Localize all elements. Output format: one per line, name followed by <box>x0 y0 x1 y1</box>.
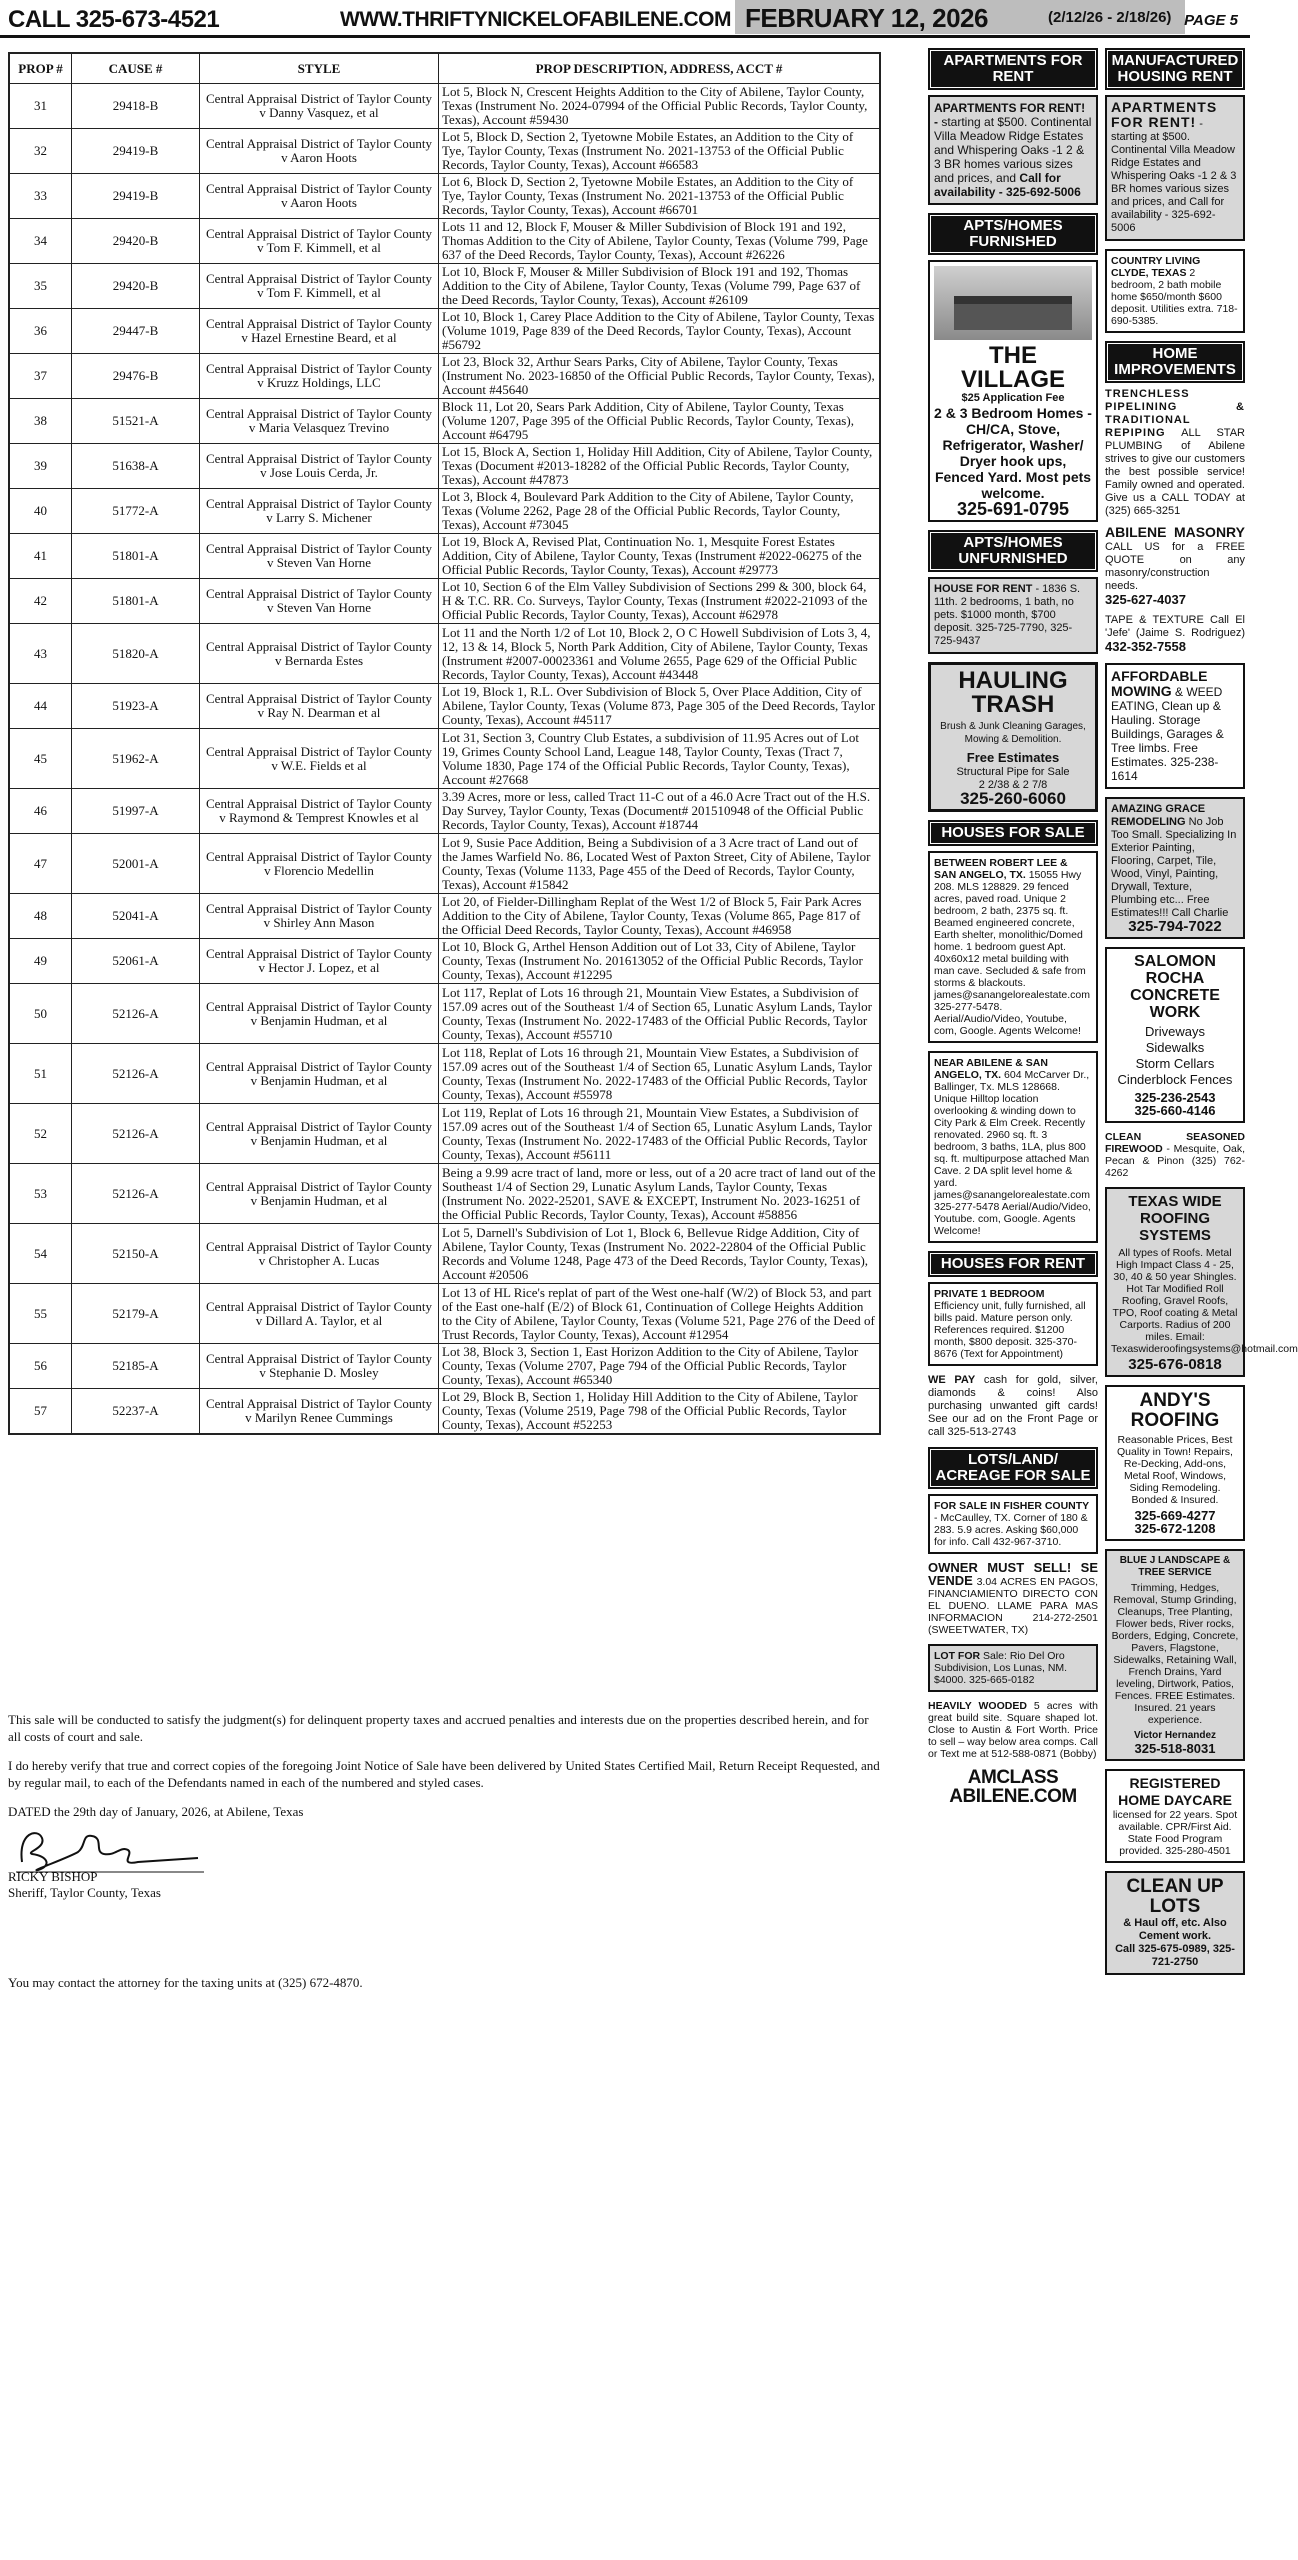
roof-title: TEXAS WIDE ROOFING SYSTEMS <box>1128 1193 1222 1244</box>
table-row <box>10 939 880 984</box>
village-phone: 325-691-0795 <box>956 499 1070 519</box>
ad-owner-headline: OWNER MUST SELL! SE VENDE <box>928 1560 1098 1588</box>
category-unfurnished: APTS/HOMES UNFURNISHED <box>928 530 1098 572</box>
ad-apartments-body: starting at $500. Continental Villa Meadow Ridge Estates and Whispering Oaks -1 2 & 3 BR homes various sizes and prices, and <box>934 115 1092 185</box>
description-cell: Lot 5, Block N, Crescent Heights Addition to the City of Abilene, Taylor County, Texas (Instrument No. 2024-07994 of the Official Public Records, Taylor County, Texas), Account #59430 <box>439 84 880 129</box>
style-cell: Central Appraisal District of Taylor County v Benjamin Hudman, et al <box>200 1104 439 1164</box>
prop-number-cell: 39 <box>10 444 72 489</box>
category-apartments-for-rent: APARTMENTS FOR RENT <box>928 48 1098 90</box>
cause-number-cell: 52150-A <box>72 1224 200 1284</box>
salomon-title: SALOMON ROCHA CONCRETE WORK <box>1130 953 1220 1021</box>
style-cell: Central Appraisal District of Taylor County v Ray N. Dearman et al <box>200 684 439 729</box>
description-cell: Lot 19, Block 1, R.L. Over Subdivision of Block 5, Over Place Addition, City of Abilene, Taylor County, Texas (Volume 873, Page 305 of the Deed Records, Taylor County, Texas), Account #45117 <box>439 684 880 729</box>
style-cell: Central Appraisal District of Taylor County v Shirley Ann Mason <box>200 894 439 939</box>
table-row <box>10 1044 880 1104</box>
col-header-style: STYLE <box>200 54 439 84</box>
page-header <box>0 0 1250 38</box>
style-cell: Central Appraisal District of Taylor County v Jose Louis Cerda, Jr. <box>200 444 439 489</box>
ad-fire-body: - Mesquite, Oak, Pecan & Pinon (325) 762-4262 <box>1105 1143 1245 1179</box>
prop-number-cell: 51 <box>10 1044 72 1104</box>
prop-number-cell: 42 <box>10 579 72 624</box>
prop-number-cell: 33 <box>10 174 72 219</box>
table-row <box>10 264 880 309</box>
village-photo <box>934 266 1092 340</box>
ad-apartments-headline: APARTMENTS FOR RENT! - <box>934 101 1086 129</box>
description-cell: Lot 11 and the North 1/2 of Lot 10, Block 2, O C Howell Subdivision of Lots 3, 4, 12, 13 & 14, Block 5, North Park Addition, City of Abilene, Taylor County, Texas (Instrument #2007-00023361 and Volume 2655, Page 629 of the Official Public Records, Taylor County, Texas), Account #43448 <box>439 624 880 684</box>
cause-number-cell: 52126-A <box>72 1164 200 1224</box>
header-date-range: (2/12/26 - 2/18/26) <box>1048 9 1172 26</box>
salomon-phone-2: 325-660-4146 <box>1134 1103 1216 1118</box>
table-row <box>10 354 880 399</box>
salomon-services: Driveways Sidewalks Storm Cellars Cinderblock Fences <box>1117 1024 1233 1087</box>
cause-number-cell: 29419-B <box>72 129 200 174</box>
table-row <box>10 309 880 354</box>
sheriff-name: RICKY BISHOP <box>8 1869 98 1884</box>
style-cell: Central Appraisal District of Taylor County v Tom F. Kimmell, et al <box>200 264 439 309</box>
style-cell: Central Appraisal District of Taylor County v Benjamin Hudman, et al <box>200 984 439 1044</box>
cause-number-cell: 51962-A <box>72 729 200 789</box>
table-row <box>10 579 880 624</box>
category-manufactured-housing: MANUFACTURED HOUSING RENT <box>1105 48 1245 90</box>
cause-number-cell: 52126-A <box>72 1044 200 1104</box>
ad-mfg-body: - starting at $500. Continental Villa Meadow Ridge Estates and Whispering Oaks -1 2 & 3 BR homes various sizes and prices, and Call for availability - 325-692-5006 <box>1111 118 1237 234</box>
ad-affordable-mowing <box>1105 663 1245 789</box>
verification-text: I do hereby verify that true and correct copies of the foregoing Joint Notice of Sale have been delivered by United States Certified Mail, Return Receipt Requested, and by regular mail, to each of the Defendants named in each of the numbered and styled cases. <box>8 1758 880 1790</box>
table-row <box>10 444 880 489</box>
category-houses-for-sale: HOUSES FOR SALE <box>928 820 1098 846</box>
style-cell: Central Appraisal District of Taylor County v Christopher A. Lucas <box>200 1224 439 1284</box>
style-cell: Central Appraisal District of Taylor County v Danny Vasquez, et al <box>200 84 439 129</box>
cause-number-cell: 52001-A <box>72 834 200 894</box>
style-cell: Central Appraisal District of Taylor County v Florencio Medellin <box>200 834 439 894</box>
description-cell: Lot 9, Susie Pace Addition, Being a Subdivision of a 3 Acre tract of Land out of the James Warfield No. 86, Located West of Paxton Street, City of Abilene, Taylor County, Texas (Volume 1133, Page 455 of the Deed of Records, Taylor County, Texas), Account #15842 <box>439 834 880 894</box>
andy-phone-1: 325-669-4277 <box>1134 1508 1216 1523</box>
description-cell: Lot 23, Block 32, Arthur Sears Parks, City of Abilene, Taylor County, Texas (Instrument No. 2023-16850 of the Official Public Records, Taylor County, Texas), Account #45640 <box>439 354 880 399</box>
ad-apartments <box>928 95 1098 205</box>
ad-firewood <box>1105 1131 1245 1179</box>
ad-robert-body: 15055 Hwy 208. MLS 128829. 29 fenced acres, paved road. Unique 2 bedroom, 2 bath, 2375 sq. ft. Beamed engineered concrete, Earth shelter, monolithic/Domed home. 1 bedroom guest Apt. 40x60x12 metal building with man cave. Secluded & safe from storms & blackouts. james@sanangelorealestate.com 325-277-5478. Aerial/Audio/Video, Youtube, com, Google. Agents Welcome! <box>934 869 1090 1037</box>
ad-amazing-grace <box>1105 797 1245 939</box>
cause-number-cell: 51638-A <box>72 444 200 489</box>
prop-number-cell: 32 <box>10 129 72 174</box>
style-cell: Central Appraisal District of Taylor County v Raymond & Temprest Knowles et al <box>200 789 439 834</box>
ad-private-headline: PRIVATE 1 BEDROOM <box>934 1288 1045 1300</box>
prop-number-cell: 45 <box>10 729 72 789</box>
description-cell: Lot 10, Block G, Arthel Henson Addition out of Lot 33, City of Abilene, Taylor County, Texas (Instrument No. 201613052 of the Official Public Records, Taylor County, Texas), Account #12295 <box>439 939 880 984</box>
village-title: THE VILLAGE <box>960 342 1065 393</box>
cause-number-cell: 29420-B <box>72 264 200 309</box>
description-cell: Lot 13 of HL Rice's replat of part of the West one-half (W/2) of Block 53, and part of the East one-half (E/2) of Block 61, Continuation of College Heights Addition to the City of Abilene, Taylor County, Texas (Volume 521, Page 276 of the Deed of Trust Records, Taylor County, Texas), Account #12954 <box>439 1284 880 1344</box>
table-row <box>10 729 880 789</box>
table-row <box>10 894 880 939</box>
clean-body: & Haul off, etc. Also Cement work. <box>1123 1917 1227 1942</box>
description-cell: Lot 3, Block 4, Boulevard Park Addition to the City of Abilene, Taylor County, Texas (Volume 2262, Page 28 of the Official Public Records, Taylor County, Texas), Account #73045 <box>439 489 880 534</box>
ad-tape-phone: 432-352-7558 <box>1105 639 1186 654</box>
prop-number-cell: 44 <box>10 684 72 729</box>
style-cell: Central Appraisal District of Taylor County v Steven Van Horne <box>200 579 439 624</box>
bluej-phone: 325-518-8031 <box>1134 1741 1216 1756</box>
ad-trench-body: ALL STAR PLUMBING of Abilene strives to give our customers the best possible service! Family owned and operated. Give us a CALL TODAY at (325) 665-3251 <box>1105 427 1245 517</box>
prop-number-cell: 48 <box>10 894 72 939</box>
ad-hauling-trash <box>928 662 1098 812</box>
cause-number-cell: 52237-A <box>72 1389 200 1434</box>
table-row <box>10 399 880 444</box>
cause-number-cell: 51997-A <box>72 789 200 834</box>
ad-grace-headline: AMAZING GRACE REMODELING <box>1111 803 1206 828</box>
signature-block <box>8 1869 161 1901</box>
table-row <box>10 534 880 579</box>
ad-wooded-headline: HEAVILY WOODED <box>928 1700 1027 1712</box>
cause-number-cell: 51521-A <box>72 399 200 444</box>
table-row <box>10 489 880 534</box>
ad-wooded-body: 5 acres with great build site. Square shaped lot. Close to Austin & Fort Worth. Price to sell – way below area comps. Call or Text me at 512-588-0871 (Bobby) <box>928 1700 1098 1760</box>
hauling-pipe: Structural Pipe for Sale <box>956 766 1070 778</box>
ad-country-living <box>1105 249 1245 333</box>
prop-number-cell: 40 <box>10 489 72 534</box>
description-cell: Lot 118, Replat of Lots 16 through 21, Mountain View Estates, a Subdivision of 157.09 acres out of the Southeast 1/4 of Section 65, Lunatic Asylum Lands, Taylor County, Texas (Instrument No. 2022-17483 of the Official Public Records, Taylor County, Texas), Account #55978 <box>439 1044 880 1104</box>
ad-robert-lee <box>928 851 1098 1043</box>
prop-number-cell: 47 <box>10 834 72 894</box>
ad-heavily-wooded <box>928 1700 1098 1760</box>
prop-number-cell: 37 <box>10 354 72 399</box>
description-cell: Lot 5, Darnell's Subdivision of Lot 1, Block 6, Bellevue Ridge Addition, City of Abilene, Taylor County, Texas (Instrument No. 2022-22804 of the Official Public Records and Volume 1248, Page 473 of the Deed Records, Taylor County, Texas), Account #20506 <box>439 1224 880 1284</box>
description-cell: Being a 9.99 acre tract of land, more or less, out of a 20 acre tract of land out of the Southeast 1/4 of Section 29, Lunatic Asylum Lands, Taylor County, Texas (Instrument No. 2022-25201, SAVE & EXCEPT, Instrument No. 2023-16251 of the Official Public Records, Taylor County, Texas), Account #58856 <box>439 1164 880 1224</box>
category-houses-for-rent: HOUSES FOR RENT <box>928 1251 1098 1277</box>
cause-number-cell: 51772-A <box>72 489 200 534</box>
table-row <box>10 1389 880 1434</box>
cause-number-cell: 52061-A <box>72 939 200 984</box>
table-header-row <box>10 54 880 84</box>
ad-grace-body: No Job Too Small. Specializing In Exterior Painting, Flooring, Carpet, Tile, Wood, Vinyl, Painting, Drywall, Texture, Plumbing etc... Free Estimates!!! Call Charlie <box>1111 816 1237 919</box>
cause-number-cell: 51801-A <box>72 534 200 579</box>
bluej-name: Victor Hernandez <box>1133 1730 1217 1741</box>
table-row <box>10 174 880 219</box>
ad-pay-body: cash for gold, silver, diamonds & coins! Also purchasing unwanted gift cards! See our ad on the Front Page or call 325-513-2743 <box>928 1374 1098 1438</box>
village-fee: $25 Application Fee <box>961 392 1065 404</box>
cause-number-cell: 52041-A <box>72 894 200 939</box>
hauling-free: Free Estimates <box>966 750 1060 765</box>
table-row <box>10 984 880 1044</box>
notice-footer <box>8 1711 881 1832</box>
description-cell: Lot 5, Block D, Section 2, Tyetowne Mobile Estates, an Addition to the City of Tye, Taylor County, Texas (Instrument No. 2021-13753 of the Official Public Records, Taylor County, Texas), Account #66583 <box>439 129 880 174</box>
ad-grace-phone: 325-794-7022 <box>1128 918 1222 935</box>
ad-texas-wide-roofing <box>1105 1187 1298 1377</box>
description-cell: Lot 15, Block A, Section 1, Holiday Hill Addition, City of Abilene, Taylor County, Texas (Document #2013-18282 of the Official Public Records, Taylor County, Texas), Account #47873 <box>439 444 880 489</box>
table-row <box>10 1284 880 1344</box>
style-cell: Central Appraisal District of Taylor County v Hector J. Lopez, et al <box>200 939 439 984</box>
table-row <box>10 1164 880 1224</box>
ad-trenchless <box>1105 388 1245 518</box>
description-cell: Lots 11 and 12, Block F, Mouser & Miller Subdivision of Block 191 and 192, Thomas Addition to the City of Abilene, Taylor County, Texas (Volume 799, Page 637 of the Deed Records, Taylor County, Texas), Account #26226 <box>439 219 880 264</box>
table-row <box>10 1224 880 1284</box>
prop-number-cell: 56 <box>10 1344 72 1389</box>
ad-robert-headline: BETWEEN ROBERT LEE & SAN ANGELO, TX. <box>934 857 1068 881</box>
ad-private-body: Efficiency unit, fully furnished, all bills paid. Mature person only. References required. $1200 month, $800 deposit. 325-370-8676 (Text for Appointment) <box>934 1300 1086 1360</box>
description-cell: Lot 10, Section 6 of the Elm Valley Subdivision of Sections 299 & 300, block 64, H & T.C. RR. Co. Surveys, Taylor County, Texas (Instrument #2022-21093 of the Official Public Records, Taylor County, Texas), Account #62978 <box>439 579 880 624</box>
prop-number-cell: 57 <box>10 1389 72 1434</box>
bluej-body: Trimming, Hedges, Removal, Stump Grinding, Cleanups, Tree Planting, Flower beds, River rocks, Borders, Edging, Concrete, Pavers, Flagstone, Sidewalks, Retaining Wall, French Drains, Yard leveling, Dirtwork, Patios, Fences. FREE Estimates. Insured. 21 years experience. <box>1111 1582 1239 1726</box>
description-cell: Block 11, Lot 20, Sears Park Addition, City of Abilene, Taylor County, Texas (Volume 1207, Page 395 of the Official Public Records, Taylor County, Texas), Account #64795 <box>439 399 880 444</box>
ad-blue-j-landscape <box>1105 1549 1245 1761</box>
cause-number-cell: 52126-A <box>72 984 200 1044</box>
prop-number-cell: 50 <box>10 984 72 1044</box>
ad-mfg-headline: APARTMENTS FOR RENT! <box>1111 99 1218 130</box>
description-cell: Lot 19, Block A, Revised Plat, Continuation No. 1, Mesquite Forest Estates Addition, City of Abilene, Taylor County, Texas (Instrument #2022-06275 of the Official Public Records, Taylor County, Texas), Account #29773 <box>439 534 880 579</box>
description-cell: Lot 6, Block D, Section 2, Tyetowne Mobile Estates, an Addition to the City of Tye, Taylor County, Texas (Instrument No. 2021-13753 of the Official Public Records, Taylor County, Texas), Account #66701 <box>439 174 880 219</box>
style-cell: Central Appraisal District of Taylor County v Benjamin Hudman, et al <box>200 1044 439 1104</box>
andy-body: Reasonable Prices, Best Quality in Town! Repairs, Re-Decking, Add-ons, Metal Roof, Windows, Siding Remodeling. Bonded & Insured. <box>1117 1434 1233 1506</box>
ad-trench-headline: TRENCHLESS PIPELINING & TRADITIONAL REPIPING <box>1105 388 1245 439</box>
table-row <box>10 129 880 174</box>
ad-tape-texture <box>1105 614 1245 655</box>
page-number: PAGE 5 <box>1184 12 1238 29</box>
style-cell: Central Appraisal District of Taylor County v Kruzz Holdings, LLC <box>200 354 439 399</box>
description-cell: Lot 31, Section 3, Country Club Estates, a subdivision of 11.95 Acres out of Lot 19, Grimes County School Land, League 148, Taylor County, Texas (Tract 7, Volume 1830, Page 174 of the Official Public Records, Taylor County, Texas), Account #27668 <box>439 729 880 789</box>
prop-number-cell: 46 <box>10 789 72 834</box>
style-cell: Central Appraisal District of Taylor County v Benjamin Hudman, et al <box>200 1164 439 1224</box>
col-header-description: PROP DESCRIPTION, ADDRESS, ACCT # <box>439 54 880 84</box>
cause-number-cell: 52126-A <box>72 1104 200 1164</box>
ad-the-village <box>928 260 1098 522</box>
ad-home-daycare <box>1105 1769 1245 1863</box>
prop-number-cell: 36 <box>10 309 72 354</box>
attorney-contact: You may contact the attorney for the taxing units at (325) 672-4870. <box>8 1975 363 1990</box>
ad-manufactured-apartments <box>1105 95 1245 241</box>
header-date: FEBRUARY 12, 2026 <box>745 3 988 33</box>
ad-near-abilene <box>928 1051 1098 1243</box>
cause-number-cell: 29418-B <box>72 84 200 129</box>
table-row <box>10 684 880 729</box>
roof-phone: 325-676-0818 <box>1128 1356 1222 1373</box>
description-cell: Lot 38, Block 3, Section 1, East Horizon Addition to the City of Abilene, Taylor County, Texas (Volume 2707, Page 794 of the Official Public Records, Taylor County, Texas), Account #65340 <box>439 1344 880 1389</box>
ad-lot-body: Sale: Rio Del Oro Subdivision, Los Lunas, NM. $4000. 325-665-0182 <box>934 1650 1068 1686</box>
description-cell: Lot 117, Replat of Lots 16 through 21, Mountain View Estates, a Subdivision of 157.09 acres out of the Southeast 1/4 of Section 65, Lunatic Asylum Lands, Taylor County, Texas (Instrument No. 2022-17483 of the Official Public Records, Taylor County, Texas), Account #55710 <box>439 984 880 1044</box>
col-header-cause: CAUSE # <box>72 54 200 84</box>
hauling-sizes: 2 2/38 & 2 7/8 <box>978 779 1048 791</box>
ad-masonry-body: CALL US for a FREE QUOTE on any masonry/construction needs. <box>1105 541 1245 592</box>
ad-house-headline: HOUSE FOR RENT <box>934 583 1033 595</box>
style-cell: Central Appraisal District of Taylor County v Steven Van Horne <box>200 534 439 579</box>
ad-apartments-call: Call for availability - 325-692-5006 <box>934 171 1081 199</box>
prop-number-cell: 41 <box>10 534 72 579</box>
style-cell: Central Appraisal District of Taylor County v Hazel Ernestine Beard, et al <box>200 309 439 354</box>
clean-title: CLEAN UP LOTS <box>1126 1876 1224 1917</box>
sale-conduct-text: This sale will be conducted to satisfy the judgment(s) for delinquent property taxes and accrued penalties and interests due on the properties described herein, and for all costs of court and sale. <box>8 1712 869 1744</box>
prop-number-cell: 31 <box>10 84 72 129</box>
ad-lot-for-sale <box>928 1644 1098 1692</box>
category-lots-land: LOTS/LAND/ ACREAGE FOR SALE <box>928 1447 1098 1489</box>
ad-near-body: 604 McCarver Dr., Ballinger, Tx. MLS 128668. Unique Hilltop location overlooking & winding down to City Park & Elm Creek. Recently renovated. 2960 sq. ft. 3 bedroom, 3 baths, 1LA, plus 800 sq. ft. multipurpose attached Man Cave. 2 DA split level home & yard. james@sanangelorealestate.com 325-277-5478 Aerial/Audio/Video, Youtube. com, Google. Agents Welcome! <box>934 1069 1091 1237</box>
hauling-title: HAULING TRASH <box>958 667 1068 718</box>
cause-number-cell: 51801-A <box>72 579 200 624</box>
description-cell: Lot 20, of Fielder-Dillingham Replat of the West 1/2 of Block 5, Fair Park Acres Addition to the City of Abilene, Taylor County, Texas (Volume 865, Page 817 of the Official Deed Records, Taylor County, Texas), Account #46958 <box>439 894 880 939</box>
ad-masonry-headline: ABILENE MASONRY <box>1105 524 1245 540</box>
dated-text: DATED the 29th day of January, 2026, at Abilene, Texas <box>8 1804 304 1819</box>
prop-number-cell: 55 <box>10 1284 72 1344</box>
style-cell: Central Appraisal District of Taylor County v Marilyn Renee Cummings <box>200 1389 439 1434</box>
classifieds-column-2 <box>1105 48 1298 1983</box>
table-row <box>10 624 880 684</box>
sheriff-signature <box>8 1822 208 1876</box>
clean-phone: Call 325-675-0989, 325-721-2750 <box>1115 1943 1235 1968</box>
header-phone: CALL 325-673-4521 <box>8 6 220 33</box>
style-cell: Central Appraisal District of Taylor County v Aaron Hoots <box>200 174 439 219</box>
salomon-phone-1: 325-236-2543 <box>1134 1090 1216 1105</box>
ad-pay-headline: WE PAY <box>928 1374 976 1386</box>
header-date-box <box>735 0 1185 34</box>
cause-number-cell: 52185-A <box>72 1344 200 1389</box>
category-home-improvements: HOME IMPROVEMENTS <box>1105 341 1245 383</box>
prop-number-cell: 53 <box>10 1164 72 1224</box>
prop-number-cell: 34 <box>10 219 72 264</box>
table-row <box>10 219 880 264</box>
cause-number-cell: 51820-A <box>72 624 200 684</box>
ad-fire-headline: CLEAN SEASONED FIREWOOD <box>1105 1131 1245 1155</box>
ad-fisher-body: - McCaulley, TX. Corner of 180 & 283. 5.9 acres. Asking $60,000 for info. Call 432-967-3710. <box>934 1512 1088 1548</box>
description-cell: Lot 119, Replat of Lots 16 through 21, Mountain View Estates, a Subdivision of 157.09 acres out of the Southeast 1/4 of Section 65, Lunatic Asylum Lands, Taylor County, Texas (Instrument No. 2022-17483 of the Official Public Records, Taylor County, Texas), Account #56111 <box>439 1104 880 1164</box>
andy-title: ANDY'S ROOFING <box>1130 1390 1220 1431</box>
ad-house-body: - 1836 S. 11th. 2 bedrooms, 1 bath, no pets. $1000 month, $700 deposit. 325-725-7790, 325-725-9437 <box>934 583 1081 647</box>
ad-lot-headline: LOT FOR <box>934 1650 981 1662</box>
header-website[interactable]: WWW.THRIFTYNICKELOFABILENE.COM <box>340 8 731 31</box>
prop-number-cell: 43 <box>10 624 72 684</box>
ad-owner-body: 3.04 ACRES EN PAGOS, FINANCIAMIENTO DIRECTO CON EL DUENO. LLAME PARA MAS INFORMACION 214-272-2501 (SWEETWATER, TX) <box>928 1576 1098 1636</box>
cause-number-cell: 29420-B <box>72 219 200 264</box>
cause-number-cell: 29476-B <box>72 354 200 399</box>
style-cell: Central Appraisal District of Taylor County v Stephanie D. Mosley <box>200 1344 439 1389</box>
style-cell: Central Appraisal District of Taylor County v Maria Velasquez Trevino <box>200 399 439 444</box>
table-row <box>10 1104 880 1164</box>
cause-number-cell: 29419-B <box>72 174 200 219</box>
ad-masonry-phone: 325-627-4037 <box>1105 592 1186 607</box>
amclass-line1: AMCLASS <box>967 1767 1059 1788</box>
table-row <box>10 789 880 834</box>
style-cell: Central Appraisal District of Taylor County v Larry S. Michener <box>200 489 439 534</box>
classifieds-column-1 <box>928 48 1098 1806</box>
ad-andys-roofing <box>1105 1385 1245 1541</box>
prop-number-cell: 49 <box>10 939 72 984</box>
table-row <box>10 834 880 894</box>
notice-of-sale-table <box>8 52 881 1435</box>
cause-number-cell: 52179-A <box>72 1284 200 1344</box>
ad-clean-up-lots <box>1105 1871 1245 1975</box>
ad-tape-body: TAPE & TEXTURE Call El 'Jefe' (Jaime S. Rodriguez) <box>1105 614 1245 639</box>
ad-mow-headline: AFFORDABLE MOWING <box>1111 668 1208 699</box>
ad-salomon-rocha <box>1105 947 1245 1123</box>
table-row <box>10 84 880 129</box>
cause-number-cell: 29447-B <box>72 309 200 354</box>
amclass-line2: ABILENE.COM <box>949 1786 1077 1807</box>
cause-number-cell: 51923-A <box>72 684 200 729</box>
sheriff-title: Sheriff, Taylor County, Texas <box>8 1885 161 1900</box>
ad-fisher-headline: FOR SALE IN FISHER COUNTY <box>934 1500 1090 1512</box>
ad-private-bedroom <box>928 1282 1098 1366</box>
ad-clyde-body: 2 bedroom, 2 bath mobile home $650/month $600 deposit. Utilities extra. 718-690-5385. <box>1111 267 1238 327</box>
style-cell: Central Appraisal District of Taylor County v Aaron Hoots <box>200 129 439 174</box>
roof-body: All types of Roofs. Metal High Impact Class 4 - 25, 30, 40 & 50 year Shingles. Hot Tar Modified Roll Roofing, Gravel Roofs, TPO, Roof coating & Metal Carports. Radius of 200 miles. Email: Texaswideroofingsystems@hotmail.com <box>1111 1247 1298 1355</box>
bluej-title: BLUE J LANDSCAPE & TREE SERVICE <box>1119 1555 1231 1578</box>
village-body: 2 & 3 Bedroom Homes - CH/CA, Stove, Refrigerator, Washer/ Dryer hook ups, Fenced Yard. Most pets welcome. <box>934 405 1092 501</box>
description-cell: Lot 10, Block F, Mouser & Miller Subdivision of Block 191 and 192, Thomas Addition to the City of Abilene, Taylor County, Texas (Volume 799, Page 637 of the Deed Records, Taylor County, Texas), Account #26109 <box>439 264 880 309</box>
prop-number-cell: 52 <box>10 1104 72 1164</box>
ad-masonry <box>1105 526 1245 606</box>
prop-number-cell: 38 <box>10 399 72 444</box>
col-header-prop: PROP # <box>10 54 72 84</box>
ad-mow-body: & WEED EATING, Clean up & Hauling. Storage Buildings, Garages & Tree limbs. Free Estimates. 325-238-1614 <box>1111 685 1224 783</box>
style-cell: Central Appraisal District of Taylor County v W.E. Fields et al <box>200 729 439 789</box>
andy-phone-2: 325-672-1208 <box>1134 1521 1216 1536</box>
description-cell: Lot 29, Block B, Section 1, Holiday Hill Addition to the City of Abilene, Taylor County, Texas (Volume 2519, Page 798 of the Official Public Records, Taylor County, Texas), Account #52253 <box>439 1389 880 1434</box>
hauling-sub: Brush & Junk Cleaning Garages, Mowing & Demolition. <box>940 721 1086 745</box>
table-row <box>10 1344 880 1389</box>
ad-clyde-headline: COUNTRY LIVING CLYDE, TEXAS <box>1111 255 1201 279</box>
ad-we-pay <box>928 1374 1098 1439</box>
style-cell: Central Appraisal District of Taylor County v Dillard A. Taylor, et al <box>200 1284 439 1344</box>
style-cell: Central Appraisal District of Taylor County v Bernarda Estes <box>200 624 439 684</box>
ad-fisher-county <box>928 1494 1098 1554</box>
daycare-body: licensed for 22 years. Spot available. CPR/First Aid. State Food Program provided. 325-280-4501 <box>1112 1809 1238 1857</box>
prop-number-cell: 54 <box>10 1224 72 1284</box>
ad-near-headline: NEAR ABILENE & SAN ANGELO, TX. <box>934 1057 1048 1081</box>
category-furnished: APTS/HOMES FURNISHED <box>928 213 1098 255</box>
ad-owner-must-sell <box>928 1562 1098 1636</box>
prop-number-cell: 35 <box>10 264 72 309</box>
amclass-logo[interactable] <box>928 1768 1098 1806</box>
daycare-title: REGISTERED HOME DAYCARE <box>1118 1775 1232 1808</box>
ad-house-for-rent <box>928 577 1098 654</box>
description-cell: 3.39 Acres, more or less, called Tract 11-C out of a 46.0 Acre Tract out of the H.S. Day Survey, Taylor County, Texas (Document# 201510948 of the Official Public Records, Taylor County, Texas), Account #18744 <box>439 789 880 834</box>
hauling-phone: 325-260-6060 <box>960 789 1066 808</box>
style-cell: Central Appraisal District of Taylor County v Tom F. Kimmell, et al <box>200 219 439 264</box>
description-cell: Lot 10, Block 1, Carey Place Addition to the City of Abilene, Taylor County, Texas (Volume 1019, Page 839 of the Deed Records, Taylor County, Texas), Account #56792 <box>439 309 880 354</box>
